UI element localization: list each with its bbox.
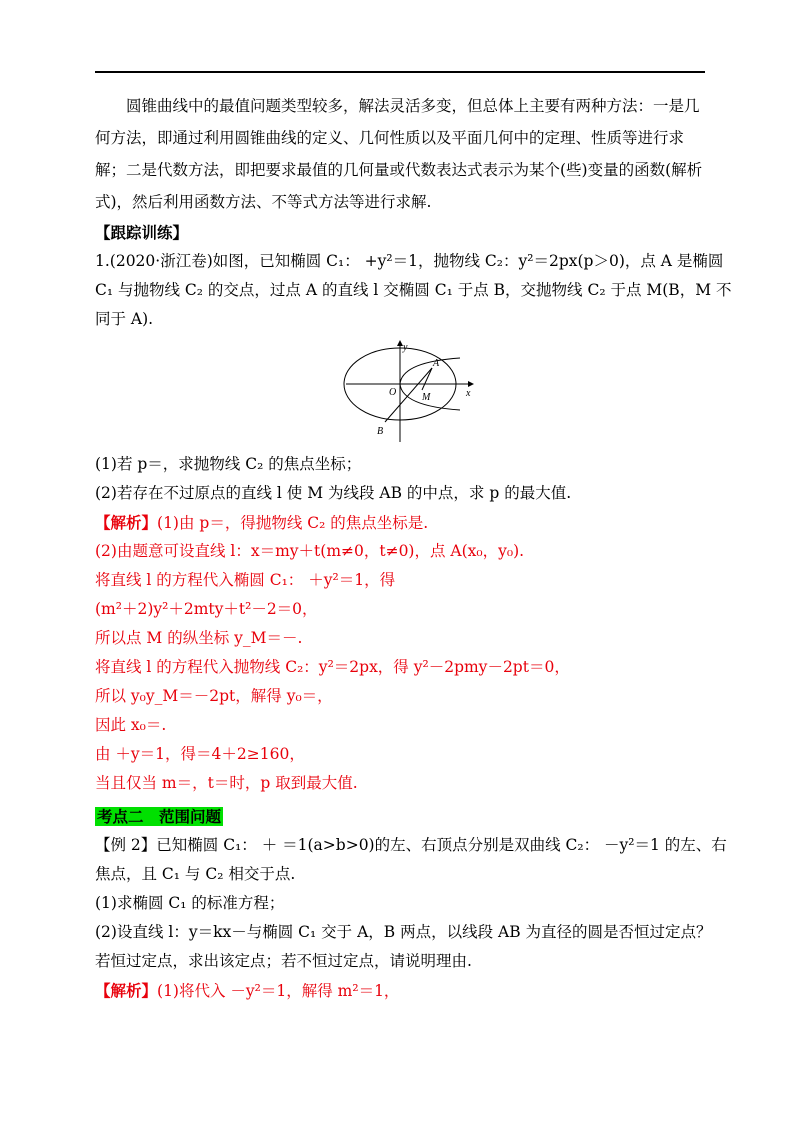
solution1-line-10: 当且仅当 m＝，t＝时，p 取到最大值. bbox=[95, 774, 358, 792]
example2-line-4: (2)设直线 l：y＝kx－与椭圆 C₁ 交于 A，B 两点，以线段 AB 为直径的圆是否恒过定点？ bbox=[95, 923, 712, 941]
solution1-tag: 【解析】 bbox=[95, 513, 158, 532]
solution1-line-1 bbox=[95, 508, 707, 537]
solution1-text-1: (1)由 p＝，得抛物线 C₂ 的焦点坐标是. bbox=[157, 514, 429, 532]
problem1-line-2: C₁ 与抛物线 C₂ 的交点，过点 A 的直线 l 交椭圆 C₁ 于点 B，交抛物线 C₂ 于点 M(B，M 不 bbox=[95, 281, 732, 299]
solution2-tag: 【解析】 bbox=[95, 981, 158, 1000]
solution2-line-1 bbox=[95, 976, 707, 1005]
solution1-line-5: 所以点 M 的纵坐标 y_M＝－. bbox=[95, 629, 303, 647]
intro-paragraph: 圆锥曲线中的最值问题类型较多，解法灵活多变，但总体上主要有两种方法：一是几何方法，即通过利用圆锥曲线的定义、几何性质以及平面几何中的定理、性质等进行求解；二是代数方法，即把要求最值的几何量或代数表达式表示为某个(些)变量的函数(解析式)，然后利用函数方法、不等式方法等进行求解. bbox=[95, 97, 703, 211]
header-rule bbox=[95, 71, 705, 73]
document-page bbox=[95, 90, 732, 1005]
label-x: x bbox=[466, 388, 471, 399]
label-y: y bbox=[403, 342, 408, 353]
problem1-line-1: 1.(2020·浙江卷)如图，已知椭圆 C₁： +y²＝1，抛物线 C₂：y²＝2px(p＞0)，点 A 是椭圆 bbox=[95, 252, 724, 270]
solution1-line-9: 由 ＋y＝1，得＝4＋2≥160， bbox=[95, 745, 305, 763]
question-2: (2)若存在不过原点的直线 l 使 M 为线段 AB 的中点，求 p 的最大值. bbox=[95, 484, 572, 502]
section2-tag: 考点二 范围问题 bbox=[97, 807, 222, 826]
problem1-line-3: 同于 A). bbox=[95, 310, 154, 328]
solution1-line-4: (m²＋2)y²＋2mty＋t²－2＝0， bbox=[95, 600, 318, 618]
label-origin: O bbox=[389, 387, 397, 398]
solution1-line-2: (2)由题意可设直线 l：x＝my＋t(m≠0，t≠0)，点 A(x₀，y₀). bbox=[95, 542, 525, 560]
section-tracking-heading: 【跟踪训练】 bbox=[95, 223, 189, 242]
solution1-line-3: 将直线 l 的方程代入椭圆 C₁： ＋y²＝1，得 bbox=[95, 571, 396, 589]
segment-am bbox=[422, 368, 432, 390]
example2-line-1: 【例 2】已知椭圆 C₁： ＋ ＝1(a>b>0)的左、右顶点分别是双曲线 C₂： －y²＝1 的左、右 bbox=[95, 836, 727, 854]
section2-heading-row bbox=[95, 802, 707, 831]
example2-line-3: (1)求椭圆 C₁ 的标准方程； bbox=[95, 894, 285, 912]
label-point-m: M bbox=[422, 392, 431, 403]
figure-svg bbox=[340, 338, 475, 446]
solution1-line-6: 将直线 l 的方程代入抛物线 C₂：y²＝2px，得 y²－2pmy－2pt＝0， bbox=[95, 658, 570, 676]
x-axis-arrow-icon bbox=[468, 381, 474, 387]
solution1-line-8: 因此 x₀＝. bbox=[95, 716, 167, 734]
label-point-b: B bbox=[377, 426, 384, 437]
example2-line-5: 若恒过定点，求出该定点；若不恒过定点，请说明理由. bbox=[95, 952, 472, 970]
ellipse-parabola-figure bbox=[95, 338, 707, 448]
solution1-line-7: 所以 y₀y_M＝－2pt，解得 y₀＝， bbox=[95, 687, 333, 705]
label-point-a: A bbox=[433, 358, 440, 369]
question-1: (1)若 p＝，求抛物线 C₂ 的焦点坐标； bbox=[95, 455, 362, 473]
solution2-text: (1)将代入 －y²＝1，解得 m²＝1， bbox=[157, 982, 400, 1000]
example2-line-2: 焦点，且 C₁ 与 C₂ 相交于点. bbox=[95, 865, 296, 883]
